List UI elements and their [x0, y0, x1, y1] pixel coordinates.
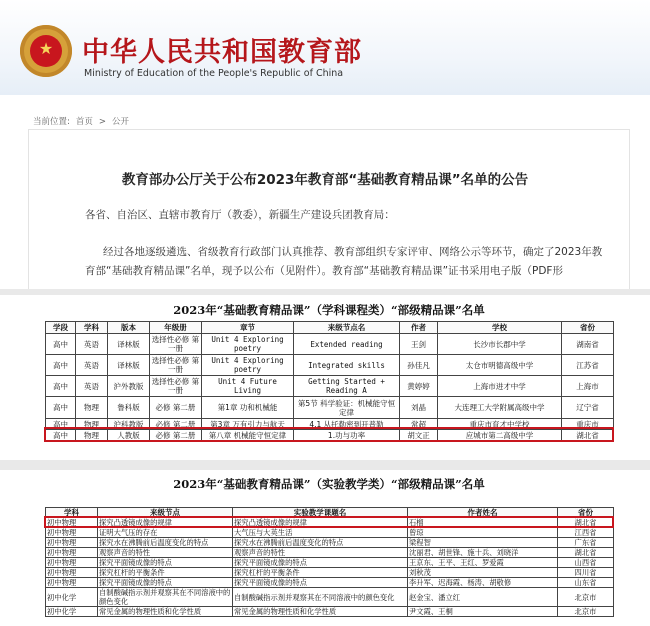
table-cell: 大气压与大英生活 — [233, 528, 408, 538]
table-cell: 初中物理 — [46, 578, 98, 588]
breadcrumb-separator: > — [98, 117, 107, 127]
table2-header: 省份 — [558, 508, 614, 518]
table1-header: 作者 — [400, 322, 438, 334]
table-row — [46, 528, 614, 538]
table-cell: 沈丽君、胡世锋、施十兵、刘晓洋 — [408, 548, 558, 558]
table-cell: 初中物理 — [46, 518, 98, 528]
table-row — [46, 397, 614, 419]
table-row — [46, 588, 614, 607]
image-separator — [0, 460, 650, 470]
table2-header: 作者姓名 — [408, 508, 558, 518]
table-cell: 必修 第二册 — [150, 430, 202, 441]
national-emblem-icon: ★ — [20, 25, 72, 77]
table-cell: 李升军、迟海霞、杨涛、胡敬修 — [408, 578, 558, 588]
table-cell: 江西省 — [558, 528, 614, 538]
table-cell: 必修 第二册 — [150, 419, 202, 430]
table-cell: 英语 — [76, 334, 108, 355]
site-title[interactable]: 中华人民共和国教育部 — [82, 37, 362, 68]
table-cell: 物理 — [76, 397, 108, 419]
table-cell: 广东省 — [558, 538, 614, 548]
table-cell: 胡文正 — [400, 430, 438, 441]
announcement-body-line: 经过各地逐级遴选、省级教育行政部门认真推荐、教育部组织专家评审、网络公示等环节，确定了2023年教 — [103, 246, 603, 258]
table-cell: Extended reading — [294, 334, 400, 355]
table-cell: 湖北省 — [562, 430, 614, 441]
breadcrumb-current[interactable]: 公开 — [112, 117, 130, 127]
table-cell: 物理 — [76, 430, 108, 441]
table-cell: 探究凸透镜成像的规律 — [98, 518, 233, 528]
table-cell: 石榴 — [408, 518, 558, 528]
table-cell: 山西省 — [558, 558, 614, 568]
table-cell: 江苏省 — [562, 355, 614, 376]
table-cell: 探究平面镜成像的特点 — [98, 558, 233, 568]
table-cell: 北京市 — [558, 607, 614, 617]
breadcrumb-label: 当前位置: — [33, 117, 70, 127]
table-row — [46, 419, 614, 430]
table-cell: 第5节 科学验证：机械能守恒定律 — [294, 397, 400, 419]
table1-header: 来级节点名 — [294, 322, 400, 334]
table-cell: 4.1 从托勒密到开普勒 — [294, 419, 400, 430]
table-row — [46, 548, 614, 558]
table-cell: Unit 4 Exploring poetry — [202, 355, 294, 376]
table-row — [46, 376, 614, 397]
table-cell: 高中 — [46, 376, 76, 397]
table-cell: 物理 — [76, 419, 108, 430]
table-row — [46, 430, 614, 441]
table-cell: 选择性必修 第一册 — [150, 376, 202, 397]
table-cell: 常超 — [400, 419, 438, 430]
table-cell: 长沙市长郡中学 — [438, 334, 562, 355]
table-cell: 初中物理 — [46, 568, 98, 578]
table2 — [45, 507, 614, 617]
table-cell: 孙佳凡 — [400, 355, 438, 376]
table-row — [46, 355, 614, 376]
table2-section — [45, 472, 613, 622]
table-cell: 北京市 — [558, 588, 614, 607]
table-cell: 初中物理 — [46, 548, 98, 558]
table-row — [46, 578, 614, 588]
table-row — [46, 334, 614, 355]
table-cell: 湖北省 — [558, 518, 614, 528]
table-cell: 初中物理 — [46, 528, 98, 538]
table-row — [46, 558, 614, 568]
announcement-body-line: 育部“基础教育精品课”名单，现予以公布（见附件）。教育部“基础教育精品课”证书采用电子版（PDF形 — [85, 265, 563, 277]
table-cell: 初中物理 — [46, 558, 98, 568]
table-cell: 王剑 — [400, 334, 438, 355]
table-cell: 选择性必修 第一册 — [150, 355, 202, 376]
table-cell: 观察声音的特性 — [233, 548, 408, 558]
table-cell: 四川省 — [558, 568, 614, 578]
announcement-title: 教育部办公厅关于公布2023年教育部“基础教育精品课”名单的公告 — [121, 172, 529, 188]
table1-header: 年级册 — [150, 322, 202, 334]
table-cell: 太仓市明德高级中学 — [438, 355, 562, 376]
table-cell: 曾琼 — [408, 528, 558, 538]
table1 — [45, 321, 614, 441]
table-cell: 初中物理 — [46, 538, 98, 548]
table-cell: Getting Started + Reading A — [294, 376, 400, 397]
table-cell: 刘晶 — [400, 397, 438, 419]
table-cell: 必修 第二册 — [150, 397, 202, 419]
table-cell: 高中 — [46, 419, 76, 430]
table-cell: 高中 — [46, 334, 76, 355]
table1-header: 版本 — [108, 322, 150, 334]
table-row — [46, 607, 614, 617]
table-cell: Unit 4 Future Living — [202, 376, 294, 397]
breadcrumb-home[interactable]: 首页 — [75, 117, 93, 127]
table-cell: 英语 — [76, 376, 108, 397]
table-cell: Integrated skills — [294, 355, 400, 376]
table-cell: 译林版 — [108, 355, 150, 376]
table-cell: 重庆市育才中学校 — [438, 419, 562, 430]
table-cell: 梁程智 — [408, 538, 558, 548]
table-cell: 王京东、王平、王红、罗爱霞 — [408, 558, 558, 568]
table1-header: 学段 — [46, 322, 76, 334]
site-subtitle: Ministry of Education of the People's Republic of China — [84, 68, 344, 79]
table-cell: 自制酸碱指示剂并观察其在不同溶液中的颜色变化 — [98, 588, 233, 607]
table2-header: 学科 — [46, 508, 98, 518]
table-cell: 沪外教版 — [108, 376, 150, 397]
table-cell: 上海市 — [562, 376, 614, 397]
table-cell: 译林版 — [108, 334, 150, 355]
table-cell: 湖南省 — [562, 334, 614, 355]
table-cell: 大连理工大学附属高级中学 — [438, 397, 562, 419]
table-cell: 探究平面镜成像的特点 — [98, 578, 233, 588]
announcement-greeting: 各省、自治区、直辖市教育厅（教委），新疆生产建设兵团教育局： — [85, 209, 395, 221]
table-cell: 刘秋茂 — [408, 568, 558, 578]
table-row — [46, 518, 614, 528]
table2-header: 实验教学课题名 — [233, 508, 408, 518]
table-cell: 上海市进才中学 — [438, 376, 562, 397]
table-cell: 山东省 — [558, 578, 614, 588]
table-cell: 探究杠杆的平衡条件 — [233, 568, 408, 578]
table1-header: 学科 — [76, 322, 108, 334]
table-cell: 探究水在沸腾前后温度变化的特点 — [98, 538, 233, 548]
site-header — [0, 0, 650, 95]
image-separator — [0, 289, 650, 295]
table-cell: 重庆市 — [562, 419, 614, 430]
table-cell: 尹文霞、王桐 — [408, 607, 558, 617]
table-cell: 探究平面镜成像的特点 — [233, 558, 408, 568]
table-cell: 探究水在沸腾前后温度变化的特点 — [233, 538, 408, 548]
table-cell: 辽宁省 — [562, 397, 614, 419]
table-cell: 第八章 机械能守恒定律 — [202, 430, 294, 441]
table-cell: 高中 — [46, 430, 76, 441]
table-cell: 人教版 — [108, 430, 150, 441]
table2-title: 2023年“基础教育精品课”（实验教学类）“部级精品课”名单 — [173, 477, 485, 491]
table1-header: 学校 — [438, 322, 562, 334]
table-cell: 1.功与功率 — [294, 430, 400, 441]
table1-section — [45, 297, 613, 457]
table-cell: 常见金属的物理性质和化学性质 — [233, 607, 408, 617]
table-cell: 黄婷婷 — [400, 376, 438, 397]
table-cell: 选择性必修 第一册 — [150, 334, 202, 355]
table-cell: 探究杠杆的平衡条件 — [98, 568, 233, 578]
table-cell: 赵金宝、潘立红 — [408, 588, 558, 607]
table-cell: 自制酸碱指示剂并观察其在不同溶液中的颜色变化 — [233, 588, 408, 607]
table-cell: 英语 — [76, 355, 108, 376]
table-cell: 证明大气压的存在 — [98, 528, 233, 538]
table-cell: 沪科教版 — [108, 419, 150, 430]
table-cell: 鲁科版 — [108, 397, 150, 419]
table-cell: 探究平面镜成像的特点 — [233, 578, 408, 588]
breadcrumb — [33, 115, 135, 127]
table-row — [46, 568, 614, 578]
table-cell: Unit 4 Exploring poetry — [202, 334, 294, 355]
table-cell: 观察声音的特性 — [98, 548, 233, 558]
table-cell: 高中 — [46, 397, 76, 419]
table-cell: 探究凸透镜成像的规律 — [233, 518, 408, 528]
table-cell: 第1章 功和机械能 — [202, 397, 294, 419]
table-cell: 应城市第二高级中学 — [438, 430, 562, 441]
table-cell: 高中 — [46, 355, 76, 376]
table1-header: 章节 — [202, 322, 294, 334]
table2-header: 来级节点 — [98, 508, 233, 518]
table-cell: 第3章 万有引力与航天 — [202, 419, 294, 430]
table1-title: 2023年“基础教育精品课”（学科课程类）“部级精品课”名单 — [173, 303, 485, 317]
table-cell: 常见金属的物理性质和化学性质 — [98, 607, 233, 617]
table-cell: 初中化学 — [46, 607, 98, 617]
table-row — [46, 538, 614, 548]
table1-header: 省份 — [562, 322, 614, 334]
table-cell: 初中化学 — [46, 588, 98, 607]
table-cell: 湖北省 — [558, 548, 614, 558]
